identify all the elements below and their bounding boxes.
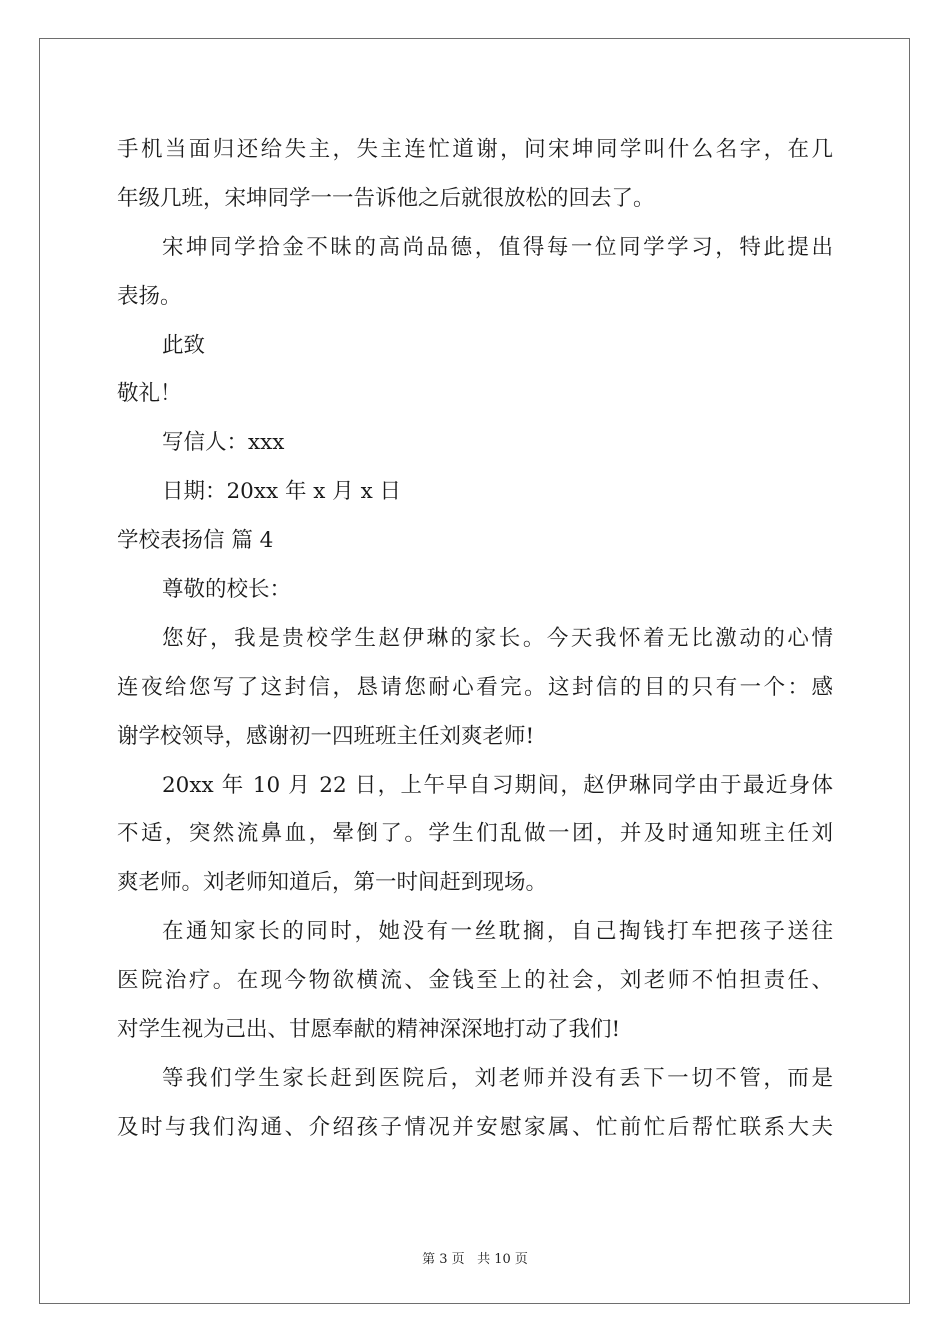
page-footer bbox=[0, 1248, 950, 1267]
text-line: 表扬。 bbox=[117, 283, 182, 309]
text-line: 敬礼！ bbox=[117, 381, 182, 407]
text-line: 日期：20xx 年 x 月 x 日 bbox=[162, 479, 402, 505]
page-number: 第 3 页 bbox=[422, 1252, 465, 1267]
text-line: 写信人：xxx bbox=[162, 430, 285, 456]
text-line: 尊敬的校长： bbox=[162, 577, 292, 603]
text-line: 对学生视为己出、甘愿奉献的精神深深地打动了我们! bbox=[117, 1017, 621, 1043]
text-line: 及时与我们沟通、介绍孩子情况并安慰家属、忙前忙后帮忙联系大夫 bbox=[117, 1114, 833, 1140]
page-total: 共 10 页 bbox=[477, 1252, 528, 1267]
document-body bbox=[117, 126, 833, 1153]
text-line: 此致 bbox=[162, 332, 206, 358]
text-line: 您好，我是贵校学生赵伊琳的家长。今天我怀着无比激动的心情 bbox=[162, 625, 833, 651]
text-line: 宋坤同学拾金不昧的高尚品德，值得每一位同学学习，特此提出 bbox=[162, 234, 833, 260]
text-line: 医院治疗。在现今物欲横流、金钱至上的社会，刘老师不怕担责任、 bbox=[117, 968, 833, 994]
text-line: 等我们学生家长赶到医院后，刘老师并没有丢下一切不管，而是 bbox=[162, 1065, 833, 1091]
text-line: 不适，突然流鼻血，晕倒了。学生们乱做一团，并及时通知班主任刘 bbox=[117, 821, 833, 847]
text-line: 谢学校领导，感谢初一四班班主任刘爽老师! bbox=[117, 723, 535, 749]
text-line: 学校表扬信 篇 4 bbox=[117, 528, 274, 554]
text-line: 手机当面归还给失主，失主连忙道谢，问宋坤同学叫什么名字，在几 bbox=[117, 137, 833, 162]
text-line: 年级几班，宋坤同学一一告诉他之后就很放松的回去了。 bbox=[117, 185, 655, 211]
text-line: 爽老师。刘老师知道后，第一时间赶到现场。 bbox=[117, 870, 548, 896]
text-line: 在通知家长的同时，她没有一丝耽搁，自己掏钱打车把孩子送往 bbox=[162, 919, 833, 945]
text-line: 20xx 年 10 月 22 日，上午早自习期间，赵伊琳同学由于最近身体 bbox=[162, 772, 833, 798]
text-line: 连夜给您写了这封信，恳请您耐心看完。这封信的目的只有一个：感 bbox=[117, 674, 833, 700]
